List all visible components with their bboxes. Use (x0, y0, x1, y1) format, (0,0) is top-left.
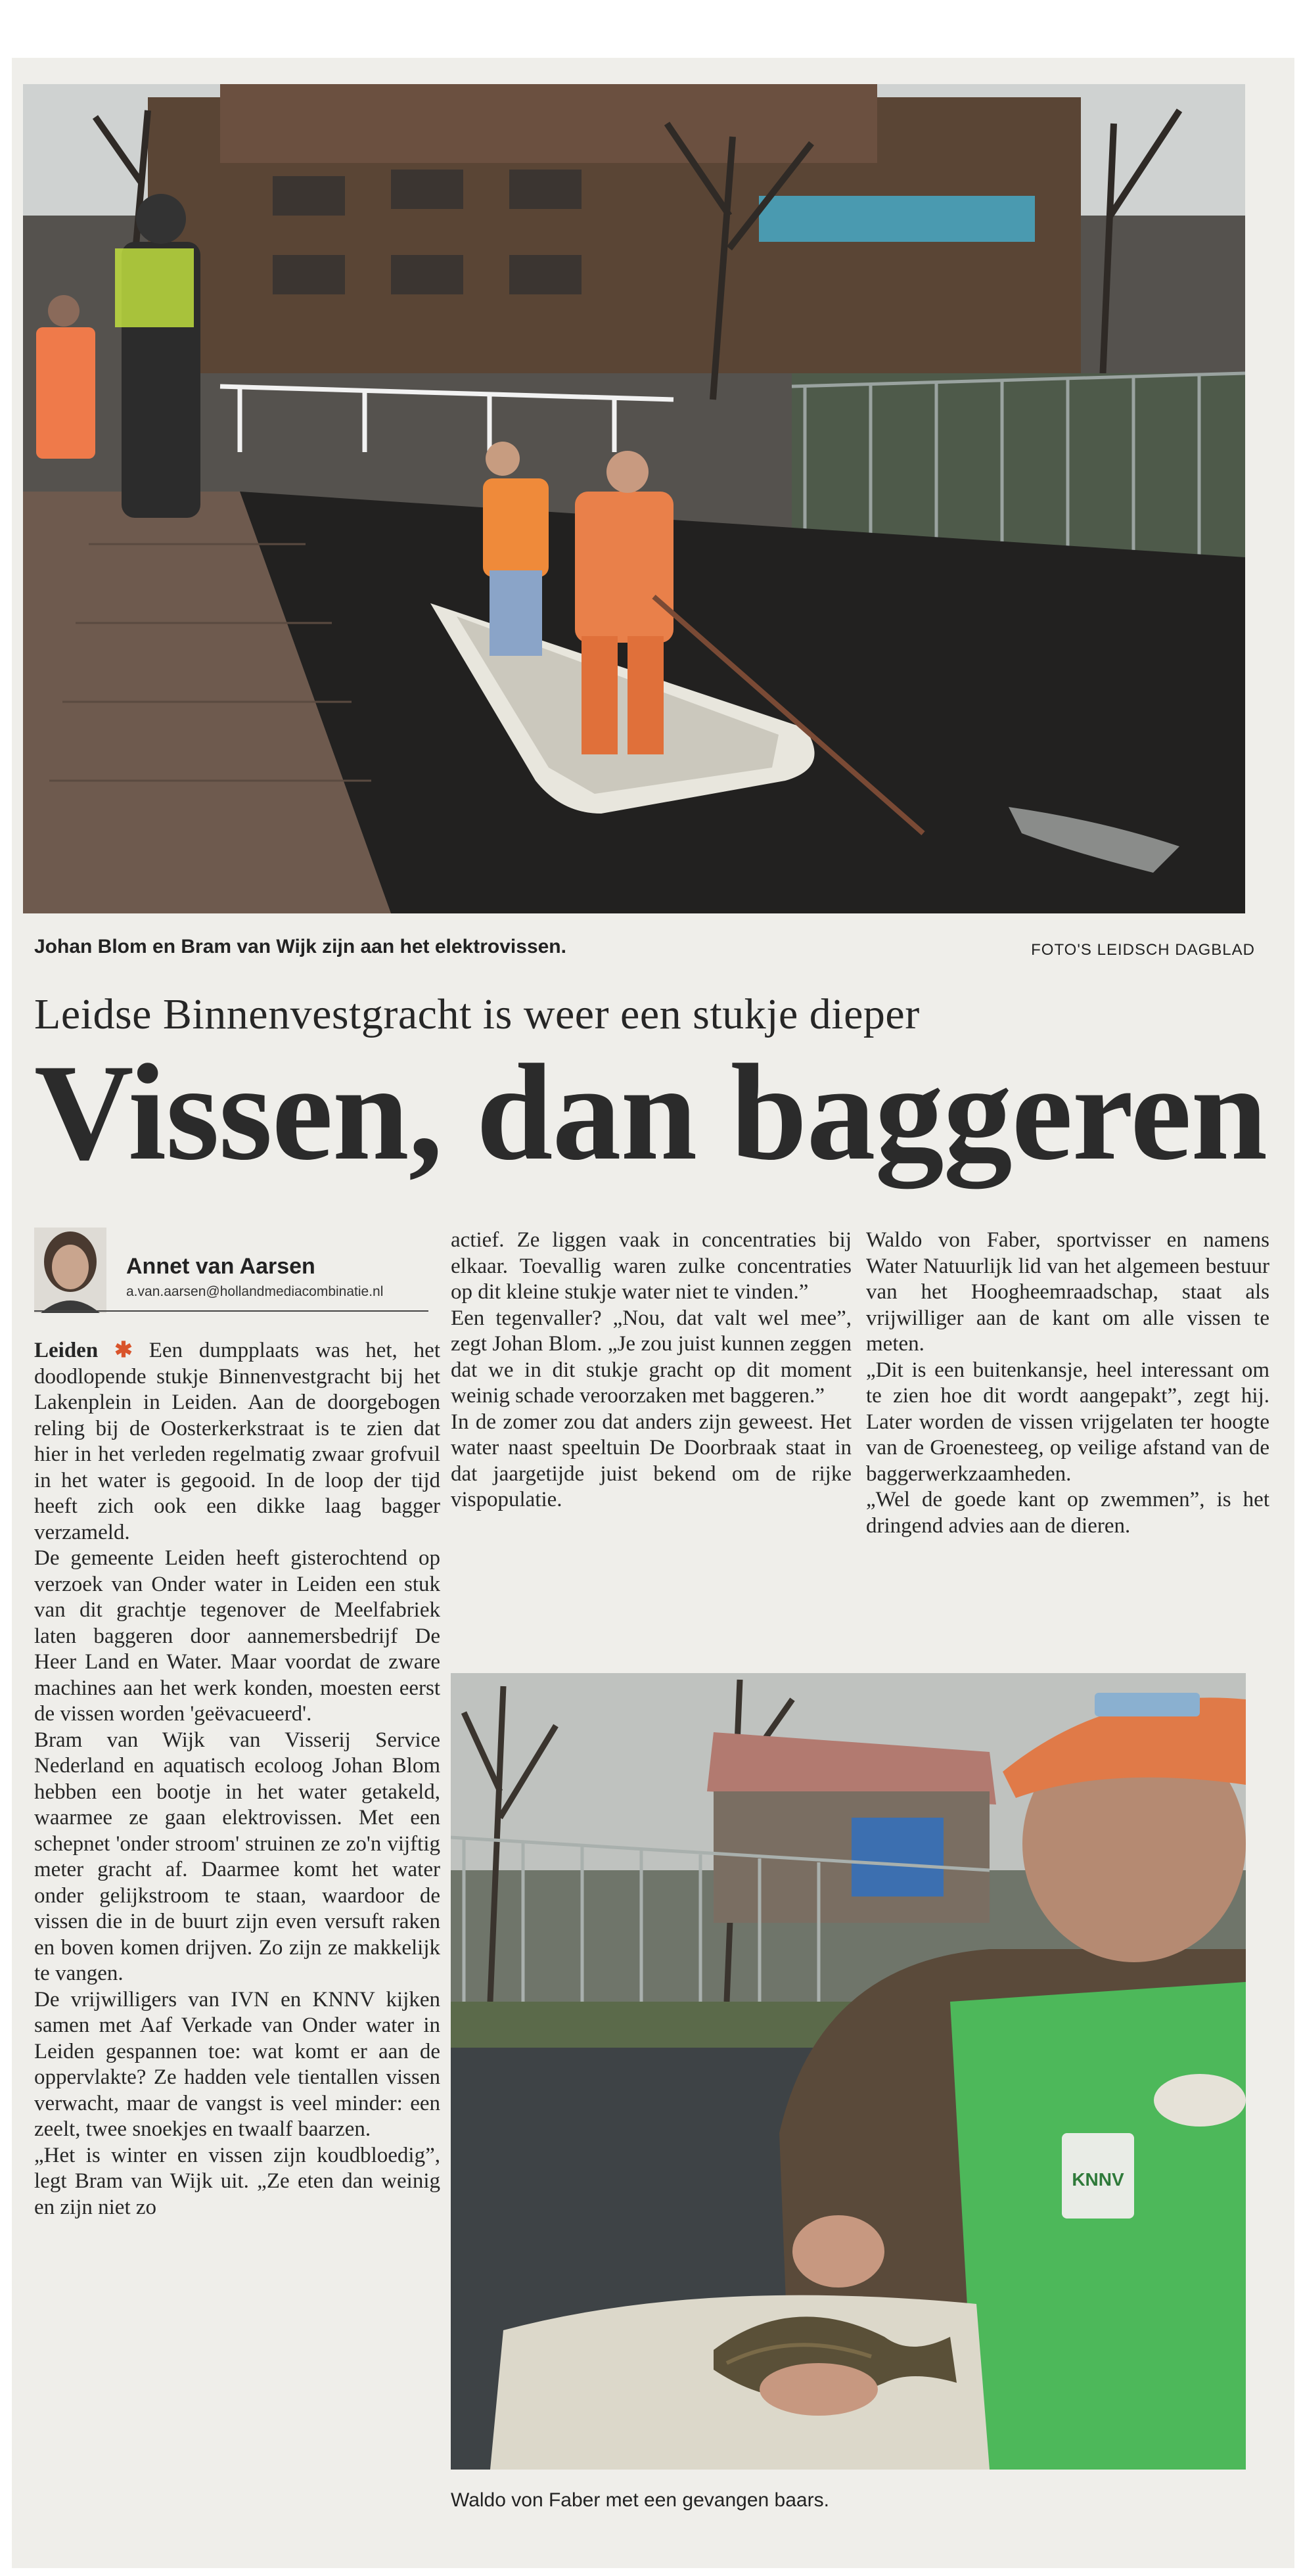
top-photo-caption: Johan Blom en Bram van Wijk zijn aan het elektrovissen. (34, 936, 566, 957)
article-kicker: Leidse Binnenvestgracht is weer een stukje dieper (34, 990, 920, 1038)
bottom-photo-caption: Waldo von Faber met een gevangen baars. (451, 2489, 829, 2511)
article-column-3 (866, 1228, 1269, 1539)
paragraph: De vrijwilligers van IVN en KNNV kijken samen met Aaf Verkade van Onder water in Leiden gespannen toe: wat komt er aan de oppervlakte? Ze hadden vele tientallen vissen verwacht, maar de vangst is veel minder: een zeelt, twee snoekjes en twaalf baarzen. (34, 1987, 440, 2141)
paragraph: „Wel de goede kant op zwemmen”, is het dringend advies aan de dieren. (866, 1488, 1269, 1538)
article-column-1 (34, 1338, 440, 2220)
byline-divider (34, 1310, 428, 1312)
paragraph (34, 1338, 440, 1546)
author-byline (34, 1228, 428, 1313)
paragraph-text: Een dumpplaats was het, het doodlopende stukje Binnenvestgracht bij het Lakenplein in Leiden. Aan de doorgebogen reling bij de Oosterkerkstraat is te zien dat hier in het verleden regelmatig zwaar grofvuil in het water is gegooid. In de loop der tijd heeft zich ook een dikke laag bagger verzameld. (34, 1339, 441, 1544)
electrofishing-scene-image (23, 84, 1245, 913)
author-name: Annet van Aarsen (126, 1254, 315, 1279)
dateline: Leiden (34, 1339, 99, 1362)
star-icon: ✱ (114, 1339, 133, 1362)
photo-credit: FOTO'S LEIDSCH DAGBLAD (1031, 941, 1255, 959)
top-photo (23, 84, 1245, 913)
paragraph: „Het is winter en vissen zijn koudbloedig”, legt Bram van Wijk uit. „Ze eten dan weinig en zijn niet zo (34, 2143, 440, 2219)
paragraph: actief. Ze liggen vaak in concentraties bij elkaar. Toevallig waren zulke concentraties op dit kleine stukje water niet te vinden.” (451, 1228, 852, 1304)
paragraph: Waldo von Faber, sportvisser en namens Water Natuurlijk lid van het algemeen bestuur van het Hoogheemraadschap, staat als vrijwilliger aan de kant om alle vissen te meten. (866, 1228, 1269, 1356)
man-holding-perch-image (451, 1673, 1246, 2470)
article-column-2 (451, 1228, 852, 1513)
paragraph: De gemeente Leiden heeft gisterochtend op verzoek van Onder water in Leiden een stuk van dit grachtje tegenover de Meelfabriek laten baggeren door aannemersbedrijf De Heer Land en Water. Maar voordat de zware machines aan het werk konden, moesten eerst de vissen worden 'geëvacueerd'. (34, 1546, 440, 1726)
newspaper-page (12, 58, 1294, 2568)
author-photo (34, 1228, 106, 1313)
paragraph: Bram van Wijk van Visserij Service Nederland en aquatisch ecoloog Johan Blom hebben een bootje in het water getakeld, waarmee ze gaan elektrovissen. Met een schepnet 'onder stroom' struinen ze zo'n vijftig meter gracht af. Daarmee komt het water onder gelijkstroom te staan, waardoor de vissen die in de buurt zijn even versuft raken en boven komen drijven. Zo zijn ze makkelijk te vangen. (34, 1728, 440, 1985)
bottom-photo (451, 1673, 1246, 2470)
paragraph: Een tegenvaller? „Nou, dat valt wel mee”, zegt Johan Blom. „Je zou juist kunnen zeggen dat we in dit stukje gracht op dit moment weinig schade veroorzaken met baggeren.” (451, 1306, 852, 1408)
author-email[interactable]: a.van.aarsen@hollandmediacombinatie.nl (126, 1284, 384, 1299)
paragraph: „Dit is een buitenkansje, heel interessant om te zien hoe dit wordt aangepakt”, zegt hij. Later worden de vissen vrijgelaten ter hoogte van de Groenesteeg, op veilige afstand van de baggerwerkzaamheden. (866, 1358, 1269, 1486)
paragraph: In de zomer zou dat anders zijn geweest. Het water naast speeltuin De Doorbraak staat in dat jaargetijde juist bekend om de rijke vispopulatie. (451, 1410, 852, 1511)
vest-badge: KNNV (1072, 2169, 1124, 2190)
article-headline: Vissen, dan baggeren (34, 1036, 1267, 1189)
